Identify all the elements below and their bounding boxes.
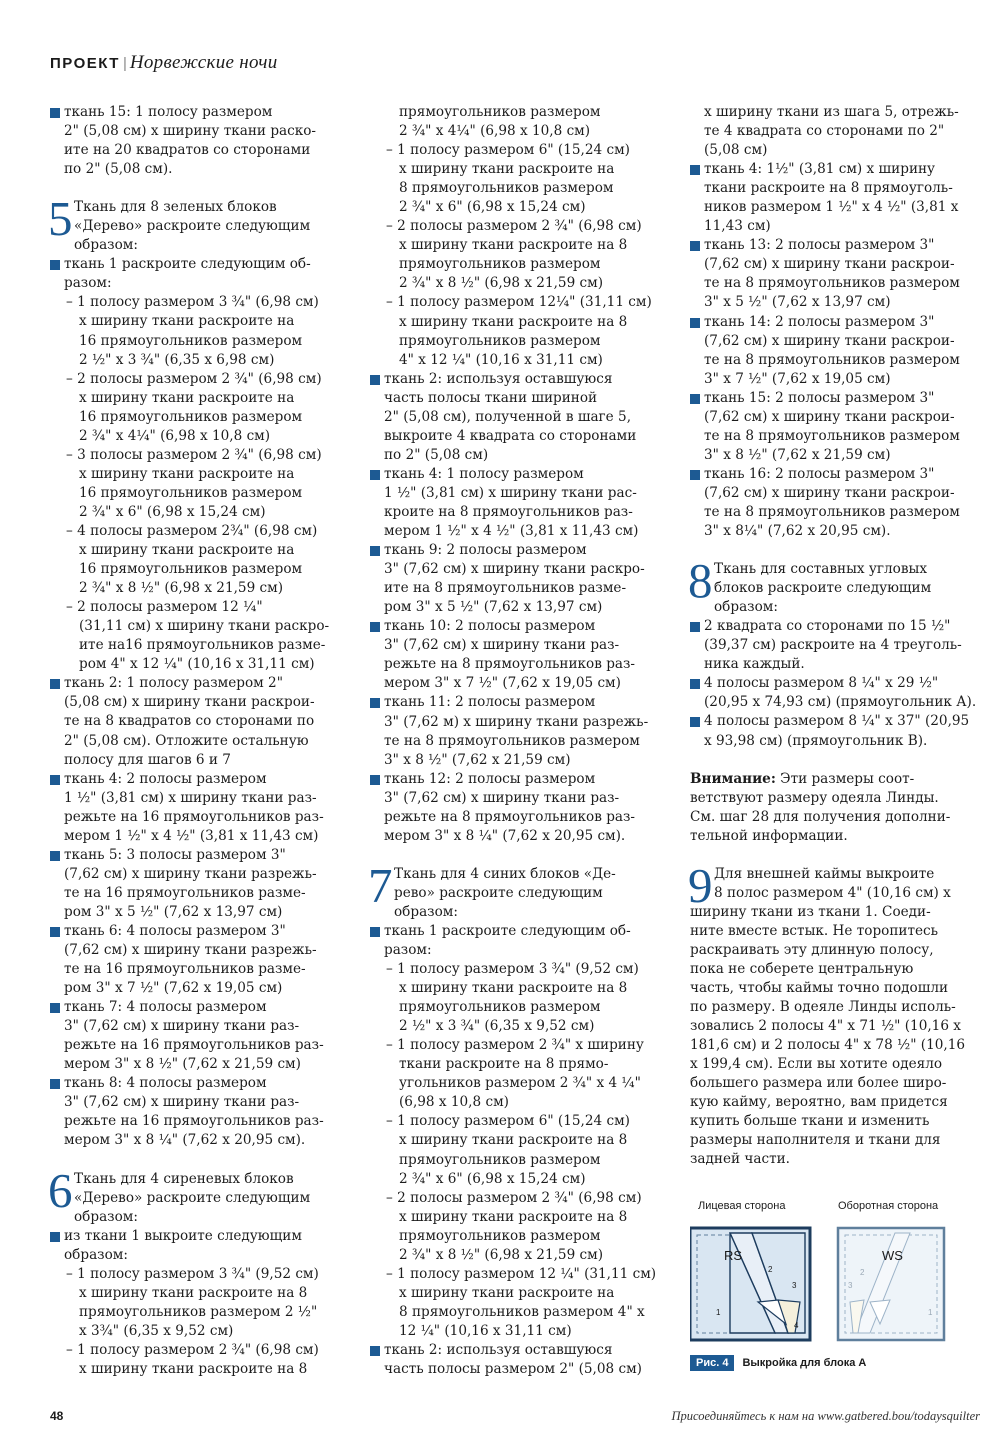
text-line: часть, чтобы каймы точно подошли	[690, 980, 949, 997]
sub-item-line: – 1 полосу размером 6" (15,24 см)	[386, 1113, 630, 1130]
sub-item-continuation: 2 ¾" х 8 ½" (6,98 х 21,59 см)	[399, 275, 604, 292]
bullet-line: ткань 1 раскроите следующим об-	[50, 255, 340, 274]
sub-item-continuation: прямоугольников размером	[399, 332, 601, 349]
text-line: ром 3" х 7 ½" (7,62 х 19,05 см)	[64, 980, 283, 997]
text-line: 3" х 8¼" (7,62 х 20,95 см).	[704, 523, 891, 540]
text-line: (7,62 см) х ширину ткани разрежь-	[64, 865, 317, 882]
sub-item-continuation: 16 прямоугольников размером	[79, 484, 303, 501]
sub-item-continuation: прямоугольников размером 2 ½"	[79, 1303, 318, 1320]
bullet-line: ткань 12: 2 полосы размером	[370, 770, 660, 789]
page-number: 48	[50, 1409, 64, 1423]
text-line: (7,62 см) х ширину ткани раскрои-	[704, 484, 955, 501]
paragraph-gap	[690, 846, 980, 865]
step-8	[688, 553, 980, 617]
bullet-line: 2 квадрата со сторонами по 15 ½"	[690, 617, 980, 636]
step-line: 8 полос размером 4" (10,16 см) х	[714, 884, 951, 901]
sub-item-continuation: 2 ¾" х 6" (6,98 х 15,24 см)	[399, 199, 586, 216]
sub-item-line: – 2 полосы размером 2 ¾" (6,98 см)	[386, 218, 642, 235]
sub-item-continuation: прямоугольников размером	[399, 1151, 601, 1168]
sub-item-continuation: х 3¾" (6,35 х 9,52 см)	[79, 1322, 234, 1339]
rs-number-3: 3	[792, 1281, 797, 1290]
sub-item-continuation: (31,11 см) х ширину ткани раскро-	[79, 618, 330, 635]
step-7	[368, 857, 660, 922]
sub-item-line: – 1 полосу размером 2 ¾" х ширину	[386, 1037, 644, 1054]
page-header	[50, 52, 278, 74]
bullet-line: ткань 6: 4 полосы размером 3"	[50, 922, 340, 941]
text-line: по 2" (5,08 см).	[64, 161, 173, 178]
ws-number-3: 3	[848, 1281, 853, 1290]
sub-item-continuation: х ширину ткани раскроите на	[79, 313, 295, 330]
sub-item-continuation: х ширину ткани раскроите на 8	[79, 1361, 308, 1377]
text-line: зовались 2 полосы 4" х 71 ½" (10,16 х	[690, 1018, 961, 1035]
text-line: режьте на 16 прямоугольников раз-	[64, 1037, 324, 1054]
step-number: 8	[688, 553, 713, 609]
text-line: те 4 квадрата со сторонами по 2"	[704, 123, 945, 140]
sub-item-continuation: х ширину ткани раскроите на	[79, 542, 295, 559]
sub-item-continuation: х ширину ткани раскроите на 8	[399, 980, 628, 997]
text-line: 3" (7,62 см) х ширину ткани раскро-	[384, 561, 645, 578]
step-number: 9	[688, 857, 713, 913]
text-line: 181,6 см) и 2 полосы 4" х 78 ½" (10,16	[690, 1037, 966, 1054]
bullet-line: из ткани 1 выкроите следующим	[50, 1227, 340, 1246]
text-line: те на 8 прямоугольников размером	[704, 275, 960, 292]
text-line: ните вместе встык. Не торопитесь	[690, 922, 939, 939]
step-5	[48, 191, 340, 255]
text-line: 3" (7,62 см) х ширину ткани раз-	[64, 1018, 300, 1035]
sub-item-continuation: 4" х 12 ¼" (10,16 х 31,11 см)	[399, 351, 603, 368]
paragraph-gap	[50, 179, 340, 198]
step-line: рево» раскроите следующим	[394, 884, 603, 901]
sub-item-line: – 1 полосу размером 6" (15,24 см)	[386, 142, 630, 159]
text-line: ника каждый.	[704, 656, 805, 673]
sub-item-line: – 1 полосу размером 3 ¾" (6,98 см)	[66, 294, 319, 311]
text-line: те на 8 квадратов со сторонами по	[64, 713, 315, 730]
text-line: мером 3" х 8 ¼" (7,62 х 20,95 см).	[384, 827, 626, 844]
step-line: Ткань для 4 синих блоков «Де-	[394, 865, 616, 882]
text-line: размеры наполнителя и ткани для	[690, 1132, 941, 1149]
sub-item-continuation: х ширину ткани раскроите на	[399, 161, 615, 178]
text-line: часть полосы размером 2" (5,08 см)	[384, 1361, 642, 1378]
text-line: те на 8 прямоугольников размером	[704, 351, 960, 368]
column-1	[50, 103, 340, 1379]
figure-caption	[690, 1355, 866, 1371]
text-line: ветствуют размеру одеяла Линды.	[690, 789, 939, 806]
paragraph-gap	[370, 846, 660, 865]
rs-label: RS	[724, 1248, 743, 1263]
sub-item-continuation: х ширину ткани раскроите на 8	[399, 1208, 628, 1225]
text-line: мером 3" х 7 ½" (7,62 х 19,05 см)	[384, 675, 621, 692]
text-line: те на 16 прямоугольников разме-	[64, 961, 306, 978]
text-line: ите на 8 прямоугольников разме-	[384, 580, 627, 597]
sub-item-continuation: 16 прямоугольников размером	[79, 332, 303, 349]
sub-item-continuation: 2 ¾" х 8 ½" (6,98 х 21,59 см)	[399, 1246, 604, 1263]
bullet-line: ткань 4: 1 полосу размером	[370, 465, 660, 484]
text-line: (20,95 х 74,93 см) (прямоугольник А).	[704, 694, 977, 711]
sub-item-line: – 1 полосу размером 3 ¾" (9,52 см)	[386, 961, 639, 978]
sub-item-continuation: прямоугольников размером	[399, 256, 601, 273]
bullet-line: ткань 4: 1½" (3,81 см) х ширину	[690, 160, 980, 179]
text-line: образом:	[64, 1246, 128, 1263]
text-line: мером 3" х 8 ½" (7,62 х 21,59 см)	[64, 1056, 301, 1073]
step-number: 6	[48, 1162, 73, 1218]
text-line: 3" (7,62 см) х ширину ткани раз-	[64, 1094, 300, 1111]
sub-item-continuation: прямоугольников размером	[399, 1227, 601, 1244]
text-line: разом:	[64, 275, 112, 292]
footer-promo: Присоединяйтесь к нам на www.gatbered.bou/todaysquilter	[671, 1409, 980, 1423]
note-label: Внимание:	[690, 770, 776, 787]
back-side-caption: Оборотная сторона	[838, 1200, 939, 1212]
sub-item-continuation: 8 прямоугольников размером	[399, 180, 614, 197]
paragraph-gap	[50, 1151, 340, 1170]
rs-number-1: 1	[716, 1308, 721, 1317]
sub-item-continuation: ром 4" х 12 ¼" (10,16 х 31,11 см)	[79, 656, 315, 673]
bullet-line: ткань 9: 2 полосы размером	[370, 541, 660, 560]
sub-item-continuation: х ширину ткани раскроите на 8	[399, 1132, 628, 1149]
text-line: тельной информации.	[690, 827, 848, 844]
text-line: выкроите 4 квадрата со сторонами	[384, 427, 637, 444]
step-line: Ткань для 8 зеленых блоков	[74, 199, 277, 216]
rs-number-2: 2	[768, 1265, 773, 1274]
text-line: ткани раскроите на 8 прямоуголь-	[704, 180, 953, 197]
step-6	[48, 1162, 340, 1227]
sub-item-line: – 2 полосы размером 2 ¾" (6,98 см)	[66, 370, 322, 387]
sub-item-continuation: 2 ¾" х 8 ½" (6,98 х 21,59 см)	[79, 580, 284, 597]
paragraph-gap	[690, 751, 980, 770]
column-2	[370, 103, 660, 1379]
ws-number-2: 2	[860, 1268, 865, 1277]
sub-item-continuation: 8 прямоугольников размером 4" х	[399, 1303, 645, 1320]
step-line: блоков раскроите следующим	[714, 580, 932, 597]
sub-item-continuation: х ширину ткани раскроите на 8	[399, 313, 628, 330]
sub-item-continuation: прямоугольников размером	[399, 999, 601, 1016]
step-line: Ткань для составных угловых	[714, 561, 927, 578]
rs-panel	[690, 1228, 810, 1340]
bullet-line: ткань 2: используя оставшуюся	[370, 370, 660, 389]
bullet-line: ткань 10: 2 полосы размером	[370, 617, 660, 636]
sub-item-line: – 1 полосу размером 2 ¾" (6,98 см)	[66, 1341, 319, 1358]
text-line: режьте на 8 прямоугольников раз-	[384, 808, 636, 825]
text-line: 11,43 см)	[704, 218, 771, 235]
step-line: образом:	[714, 599, 778, 616]
text-line: 3" (7,62 м) х ширину ткани разрежь-	[384, 713, 649, 730]
text-line: ников размером 1 ½" х 4 ½" (3,81 х	[704, 199, 959, 216]
bullet-line: ткань 13: 2 полосы размером 3"	[690, 236, 980, 255]
text-line: кроите на 8 прямоугольников раз-	[384, 503, 633, 520]
sub-item-continuation: х ширину ткани раскроите на 8	[79, 1284, 308, 1301]
text-line: ром 3" х 5 ½" (7,62 х 13,97 см)	[64, 903, 283, 920]
text-line: пока не соберете центральную	[690, 960, 914, 977]
text-line: ите на 20 квадратов со сторонами	[64, 142, 311, 159]
article-title: Норвежские ночи	[129, 52, 278, 73]
bullet-line: ткань 4: 2 полосы размером	[50, 770, 340, 789]
sub-item-continuation: 12 ¼" (10,16 х 31,11 см)	[399, 1322, 572, 1339]
paragraph-gap	[690, 541, 980, 560]
sub-item-continuation: ткани раскроите на 8 прямо-	[399, 1056, 609, 1073]
sub-item-continuation: 2 ¾" х 4¼" (6,98 х 10,8 см)	[79, 427, 271, 444]
step-line: образом:	[394, 903, 458, 920]
bullet-line: ткань 2: используя оставшуюся	[370, 1341, 660, 1360]
header-separator: |	[122, 55, 127, 72]
ws-panel	[838, 1228, 944, 1340]
front-side-caption: Лицевая сторона	[698, 1200, 786, 1212]
text-line: режьте на 16 прямоугольников раз-	[64, 1113, 324, 1130]
note-text: Эти размеры соот-	[775, 770, 915, 787]
sub-item-continuation: х ширину ткани раскроите на	[399, 1284, 615, 1301]
bullet-line: ткань 8: 4 полосы размером	[50, 1074, 340, 1093]
step-number: 7	[368, 857, 393, 913]
sub-item-continuation: х ширину ткани раскроите на	[79, 389, 295, 406]
text-line: 1 ½" (3,81 см) х ширину ткани рас-	[384, 484, 637, 501]
sub-item-continuation: х ширину ткани раскроите на	[79, 465, 295, 482]
bullet-line: 4 полосы размером 8 ¼" х 29 ½"	[690, 674, 980, 693]
text-line: ром 3" х 5 ½" (7,62 х 13,97 см)	[384, 599, 603, 616]
sub-item-line: – 1 полосу размером 3 ¾" (9,52 см)	[66, 1265, 319, 1282]
text-line: режьте на 8 прямоугольников раз-	[384, 656, 636, 673]
step-line: Ткань для 4 сиреневых блоков	[74, 1170, 294, 1187]
text-line: большего размера или более широ-	[690, 1075, 947, 1092]
text-line: 3" х 8 ½" (7,62 х 21,59 см)	[704, 446, 891, 463]
text-line: те на 16 прямоугольников разме-	[64, 884, 306, 901]
sub-item-continuation: х ширину ткани раскроите на 8	[399, 237, 628, 254]
text-line: те на 8 прямоугольников размером	[384, 732, 640, 749]
step-line: образом:	[74, 237, 138, 254]
text-line: (7,62 см) х ширину ткани раскрои-	[704, 408, 955, 425]
text-line: х 93,98 см) (прямоугольник В).	[704, 732, 928, 749]
note-line	[690, 770, 980, 789]
text-line: мером 1 ½" х 4 ½" (3,81 х 11,43 см)	[64, 827, 319, 844]
text-line: (7,62 см) х ширину ткани разрежь-	[64, 942, 317, 959]
text-line: разом:	[384, 942, 432, 959]
bullet-line: ткань 1 раскроите следующим об-	[370, 922, 660, 941]
text-line: кую кайму, вероятно, вам придется	[690, 1094, 948, 1111]
text-line: мером 3" х 8 ¼" (7,62 х 20,95 см).	[64, 1132, 306, 1149]
text-line: ширину ткани из ткани 1. Соеди-	[690, 903, 931, 920]
sub-item-continuation: 16 прямоугольников размером	[79, 561, 303, 578]
text-line: х ширину ткани из шага 5, отрежь-	[704, 104, 959, 120]
text-line: 3" х 7 ½" (7,62 х 19,05 см)	[704, 370, 891, 387]
text-line: 3" х 8 ½" (7,62 х 21,59 см)	[384, 751, 571, 768]
text-line: (7,62 см) х ширину ткани раскрои-	[704, 332, 955, 349]
text-line: задней части.	[690, 1151, 790, 1168]
text-line: те на 8 прямоугольников размером	[704, 503, 960, 520]
text-line: режьте на 16 прямоугольников раз-	[64, 808, 324, 825]
figure-caption-text: Выкройка для блока А	[742, 1357, 867, 1369]
step-line: «Дерево» раскроите следующим	[74, 1189, 311, 1206]
sub-item-continuation: 2 ½" х 3 ¾" (6,35 х 9,52 см)	[399, 1018, 595, 1035]
sub-item-continuation: 2 ¾" х 6" (6,98 х 15,24 см)	[79, 503, 266, 520]
bullet-line: ткань 7: 4 полосы размером	[50, 998, 340, 1017]
column-3	[690, 103, 980, 1169]
text-line: (5,08 см)	[704, 142, 768, 159]
text-line: 3" (7,62 см) х ширину ткани раз-	[384, 789, 620, 806]
bullet-line: ткань 16: 2 полосы размером 3"	[690, 465, 980, 484]
text-line: (7,62 см) х ширину ткани раскрои-	[704, 256, 955, 273]
figure-tag: Рис. 4	[690, 1355, 734, 1371]
text-line: 2" (5,08 см), полученной в шаге 5,	[384, 408, 632, 425]
sub-item-line: – 1 полосу размером 12¼" (31,11 см)	[386, 294, 652, 311]
text-line: по размеру. В одеяле Линды исполь-	[690, 999, 956, 1016]
sub-item-line: – 3 полосы размером 2 ¾" (6,98 см)	[66, 446, 322, 463]
text-line: купить больше ткани и изменить	[690, 1113, 930, 1130]
text-line: (5,08 см) х ширину ткани раскрои-	[64, 694, 315, 711]
bullet-line: ткань 15: 1 полосу размером	[50, 103, 340, 122]
text-line: по 2" (5,08 см)	[384, 446, 489, 463]
rs-number-4: 4	[794, 1321, 799, 1330]
step-number: 5	[48, 191, 73, 247]
sub-item-continuation: (6,98 х 10,8 см)	[399, 1094, 509, 1111]
bullet-line: ткань 11: 2 полосы размером	[370, 693, 660, 712]
sub-item-line: – 2 полосы размером 12 ¼"	[66, 599, 263, 616]
sub-item-line: – 4 полосы размером 2¾" (6,98 см)	[66, 522, 318, 539]
sub-item-continuation: угольников размером 2 ¾" х 4 ¼"	[399, 1075, 641, 1092]
step-line: «Дерево» раскроите следующим	[74, 218, 311, 235]
text-line: 2" (5,08 см) х ширину ткани раско-	[64, 123, 317, 140]
ws-label: WS	[882, 1248, 903, 1263]
text-line: 2" (5,08 см). Отложите остальную	[64, 732, 309, 749]
text-line: х 199,4 см). Если вы хотите одеяло	[690, 1056, 943, 1073]
sub-item-line: – 1 полосу размером 12 ¼" (31,11 см)	[386, 1265, 657, 1282]
sub-item-continuation: 16 прямоугольников размером	[79, 408, 303, 425]
text-line: часть полосы ткани шириной	[384, 389, 598, 406]
text-line: 3" х 5 ½" (7,62 х 13,97 см)	[704, 294, 891, 311]
bullet-line: ткань 5: 3 полосы размером 3"	[50, 846, 340, 865]
sub-item-continuation: 2 ¾" х 4¼" (6,98 х 10,8 см)	[399, 123, 591, 140]
text-line: те на 8 прямоугольников размером	[704, 427, 960, 444]
step-line: образом:	[74, 1208, 138, 1225]
bullet-line: 4 полосы размером 8 ¼" х 37" (20,95	[690, 712, 980, 731]
sub-item-continuation: прямоугольников размером	[399, 104, 601, 120]
sub-item-continuation: 2 ½" х 3 ¾" (6,35 х 6,98 см)	[79, 351, 275, 368]
text-line: мером 1 ½" х 4 ½" (3,81 х 11,43 см)	[384, 523, 639, 540]
bullet-line: ткань 2: 1 полосу размером 2"	[50, 674, 340, 693]
text-line: (39,37 см) раскроите на 4 треуголь-	[704, 637, 962, 654]
sub-item-continuation: 2 ¾" х 6" (6,98 х 15,24 см)	[399, 1170, 586, 1187]
section-kicker: ПРОЕКТ	[50, 55, 120, 72]
text-line: полосу для шагов 6 и 7	[64, 751, 231, 768]
block-a-diagram	[690, 1220, 980, 1370]
sub-item-continuation: ите на16 прямоугольников разме-	[79, 637, 326, 654]
text-line: раскраивать эту длинную полосу,	[690, 941, 934, 958]
text-line: См. шаг 28 для получения дополни-	[690, 808, 951, 825]
text-line: 3" (7,62 см) х ширину ткани раз-	[384, 637, 620, 654]
text-line: 1 ½" (3,81 см) х ширину ткани раз-	[64, 789, 317, 806]
step-line: Для внешней каймы выкроите	[714, 865, 935, 882]
ws-number-1: 1	[928, 1308, 933, 1317]
bullet-line: ткань 14: 2 полосы размером 3"	[690, 313, 980, 332]
sub-item-line: – 2 полосы размером 2 ¾" (6,98 см)	[386, 1189, 642, 1206]
bullet-line: ткань 15: 2 полосы размером 3"	[690, 389, 980, 408]
